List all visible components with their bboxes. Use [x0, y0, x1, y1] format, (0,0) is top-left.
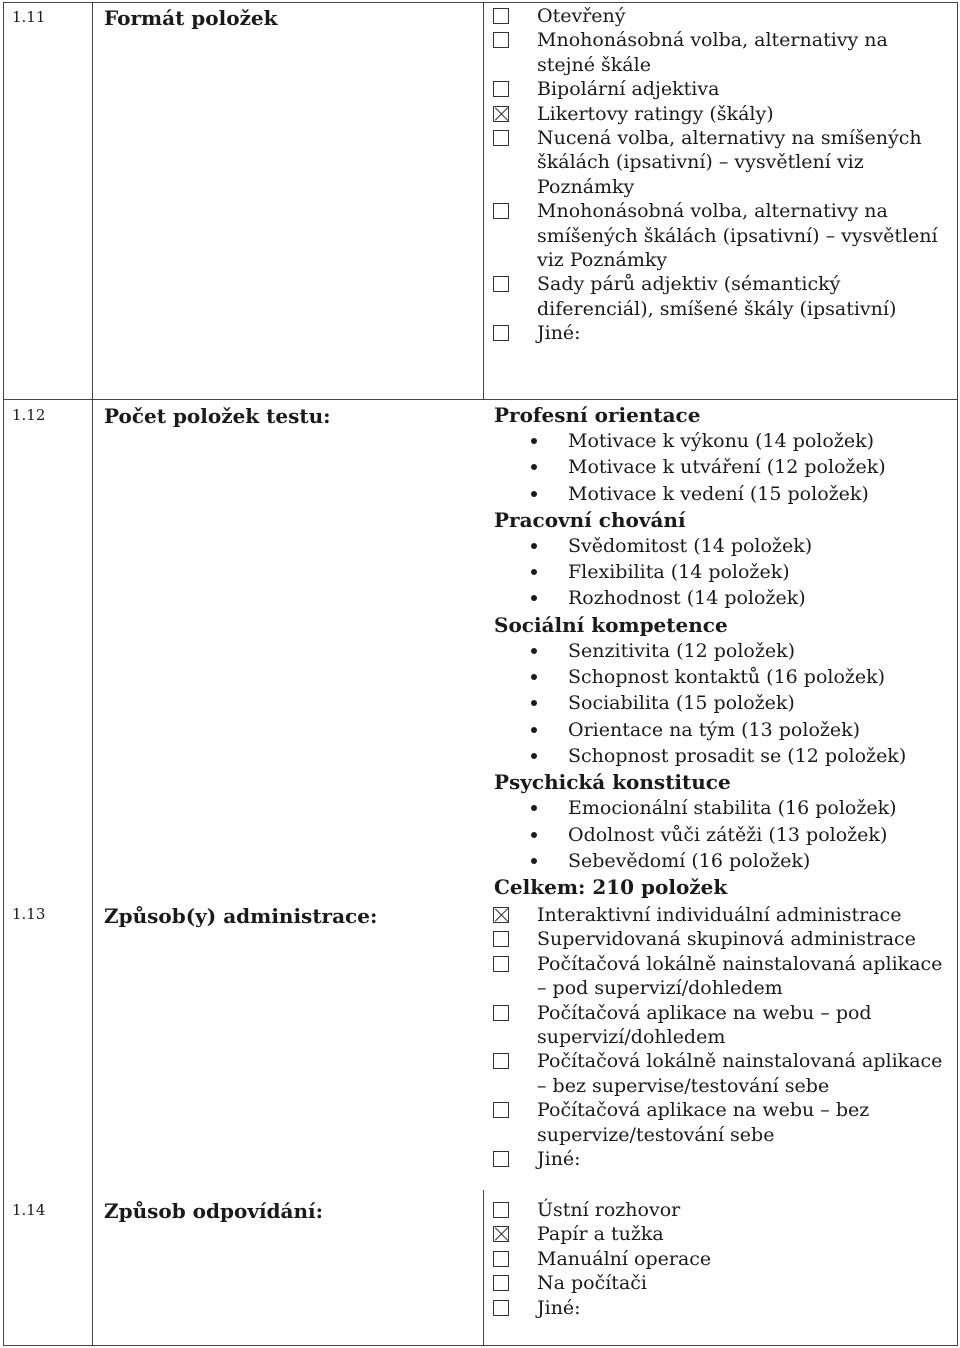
list-item: [494, 638, 949, 664]
scale-group: [494, 402, 949, 507]
option-label: Supervidovaná skupinová administrace: [537, 928, 916, 951]
option-label: Sady párů adjektiv (sémantický diferenciál), smíšené škály (ipsativní): [537, 273, 897, 320]
table-border-left: [3, 2, 4, 1346]
column-divider-2: [483, 2, 484, 400]
table-border-bottom: [3, 1345, 958, 1346]
option-item[interactable]: [493, 1001, 948, 1050]
list-item: [494, 481, 949, 507]
bullet-icon: [531, 674, 537, 680]
checkbox[interactable]: [493, 1300, 509, 1316]
checkbox[interactable]: [493, 956, 509, 972]
option-label: Počítačová lokálně nainstalovaná aplikace – bez supervise/testování sebe: [537, 1050, 943, 1097]
bullet-icon: [531, 805, 537, 811]
group-title: Pracovní chování: [494, 507, 686, 532]
option-item[interactable]: [493, 903, 948, 927]
list-item-text: Odolnost vůči zátěži (13 položek): [568, 823, 888, 846]
checkbox[interactable]: [493, 1151, 509, 1167]
checkbox[interactable]: [493, 276, 509, 292]
option-label: Na počítači: [537, 1272, 647, 1295]
row-label: Způsob odpovídání:: [104, 1199, 324, 1223]
row-divider-1: [3, 399, 958, 400]
option-item[interactable]: [493, 1247, 948, 1271]
row-label: Formát položek: [104, 6, 278, 30]
options-list: [493, 903, 948, 1171]
option-item[interactable]: [493, 1147, 948, 1171]
checkbox[interactable]: [493, 32, 509, 48]
option-item[interactable]: [493, 952, 948, 1001]
bullet-icon: [531, 569, 537, 575]
list-item-text: Motivace k utváření (12 položek): [568, 456, 886, 479]
options-list: [493, 4, 948, 346]
list-item-text: Sociabilita (15 položek): [568, 692, 795, 715]
bullet-icon: [531, 700, 537, 706]
checkbox-checked[interactable]: [493, 106, 509, 122]
option-item[interactable]: [493, 1296, 948, 1320]
bullet-icon: [531, 648, 537, 654]
option-item[interactable]: [493, 199, 948, 272]
bullet-icon: [531, 595, 537, 601]
list-item-text: Schopnost prosadit se (12 položek): [568, 744, 907, 767]
bullet-icon: [531, 858, 537, 864]
list-item-text: Rozhodnost (14 položek): [568, 587, 806, 610]
list-item-text: Schopnost kontaktů (16 položek): [568, 666, 886, 689]
checkbox[interactable]: [493, 8, 509, 24]
option-label: Počítačová lokálně nainstalovaná aplikace – pod supervizí/dohledem: [537, 952, 943, 1000]
checkbox[interactable]: [493, 1251, 509, 1267]
option-label: Interaktivní individuální administrace: [537, 904, 902, 926]
checkbox-checked[interactable]: [493, 907, 509, 923]
option-item[interactable]: [493, 1098, 948, 1147]
option-item[interactable]: [493, 77, 948, 101]
bullet-icon: [531, 464, 537, 470]
list-item: [494, 428, 949, 454]
list-item: [494, 743, 949, 769]
bullet-icon: [531, 832, 537, 838]
row-number: 1.11: [12, 8, 46, 26]
option-item[interactable]: [493, 1271, 948, 1295]
option-label: Nucená volba, alternativy na smíšených škálách (ipsativní) – vysvětlení viz Poznámky: [537, 127, 922, 198]
bullet-icon: [531, 753, 537, 759]
list-item-text: Orientace na tým (13 položek): [568, 718, 861, 741]
option-item[interactable]: [493, 102, 948, 126]
list-item-text: Motivace k výkonu (14 položek): [568, 430, 875, 452]
option-item[interactable]: [493, 927, 948, 951]
option-item[interactable]: [493, 1049, 948, 1098]
checkbox[interactable]: [493, 203, 509, 219]
checkbox[interactable]: [493, 130, 509, 146]
list-item: [494, 664, 949, 690]
group-title: Psychická konstituce: [494, 770, 731, 795]
bullet-icon: [531, 727, 537, 733]
option-label: Jiné:: [537, 1296, 581, 1319]
list-item: [494, 795, 949, 821]
list-item-text: Flexibilita (14 položek): [568, 561, 790, 584]
scale-group: [494, 612, 949, 769]
list-item: [494, 690, 949, 716]
option-item[interactable]: [493, 1222, 948, 1246]
list-item: [494, 585, 949, 611]
bullet-icon: [531, 438, 537, 444]
row-number: 1.13: [12, 905, 46, 923]
option-label: Počítačová aplikace na webu – bez supervize/testování sebe: [537, 1099, 870, 1146]
option-label: Likertovy ratingy (škály): [537, 102, 774, 125]
option-label: Ústní rozhovor: [537, 1199, 681, 1221]
checkbox[interactable]: [493, 1053, 509, 1069]
scale-group: [494, 507, 949, 612]
option-item[interactable]: [493, 28, 948, 77]
checkbox[interactable]: [493, 1275, 509, 1291]
row-number: 1.12: [12, 406, 46, 424]
checkbox[interactable]: [493, 1102, 509, 1118]
checkbox[interactable]: [493, 325, 509, 341]
scale-groups: [494, 402, 949, 900]
option-item[interactable]: [493, 1198, 948, 1222]
list-item: [494, 454, 949, 480]
option-label: Otevřený: [537, 5, 626, 27]
option-item[interactable]: [493, 4, 948, 28]
list-item-text: Motivace k vedení (15 položek): [568, 482, 869, 505]
option-item[interactable]: [493, 126, 948, 199]
scale-group: [494, 769, 949, 874]
group-title: Sociální kompetence: [494, 612, 728, 637]
list-item: [494, 822, 949, 848]
checkbox[interactable]: [493, 81, 509, 97]
list-item: [494, 848, 949, 874]
option-label: Počítačová aplikace na webu – pod supervizí/dohledem: [537, 1001, 872, 1049]
table-border-right: [957, 2, 958, 1346]
list-item: [494, 717, 949, 743]
option-label: Mnohonásobná volba, alternativy na stejné škále: [537, 29, 888, 76]
table-border-top: [3, 2, 958, 3]
row-label: Počet položek testu:: [104, 404, 331, 428]
group-title: Profesní orientace: [494, 403, 701, 427]
checkbox[interactable]: [493, 931, 509, 947]
list-item: [494, 559, 949, 585]
option-label: Jiné:: [537, 1148, 581, 1171]
list-item-text: Emocionální stabilita (16 položek): [568, 797, 897, 820]
row-label: Způsob(y) administrace:: [104, 904, 378, 928]
list-item-text: Senzitivita (12 položek): [568, 639, 796, 662]
option-item[interactable]: [493, 272, 948, 321]
row-number: 1.14: [12, 1201, 46, 1219]
bullet-icon: [531, 491, 537, 497]
list-item: [494, 533, 949, 559]
options-list: [493, 1198, 948, 1320]
list-item-text: Sebevědomí (16 položek): [568, 849, 811, 872]
option-label: Jiné:: [537, 322, 581, 345]
column-divider-1: [92, 2, 93, 1346]
bullet-icon: [531, 543, 537, 549]
option-label: Manuální operace: [537, 1247, 712, 1270]
option-label: Papír a tužka: [537, 1223, 664, 1246]
option-label: Mnohonásobná volba, alternativy na smíšených škálách (ipsativní) – vysvětlení viz Poznámky: [537, 200, 938, 272]
checkbox[interactable]: [493, 1005, 509, 1021]
total-count: Celkem: 210 položek: [494, 875, 728, 900]
option-label: Bipolární adjektiva: [537, 78, 720, 101]
option-item[interactable]: [493, 321, 948, 345]
column-divider-3: [483, 1190, 484, 1346]
list-item-text: Svědomitost (14 položek): [568, 534, 813, 557]
checkbox[interactable]: [493, 1202, 509, 1218]
checkbox-checked[interactable]: [493, 1226, 509, 1242]
